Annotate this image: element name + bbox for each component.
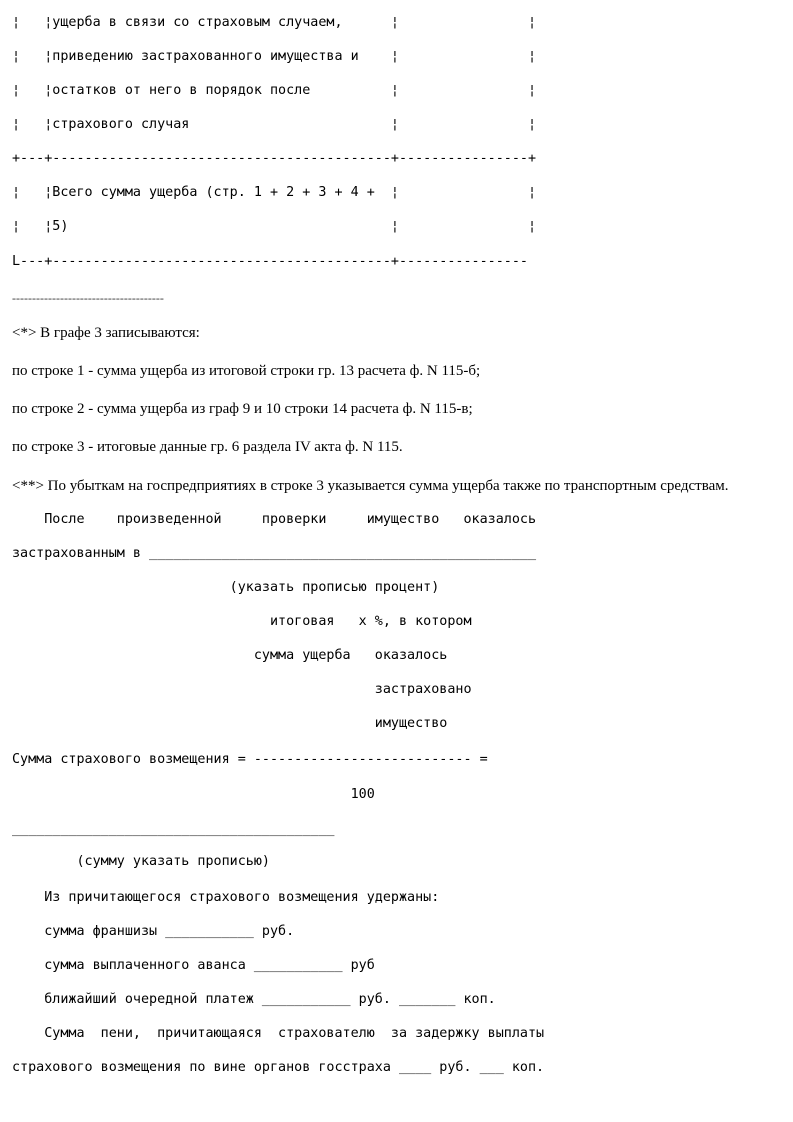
amount-field: ________________________________________ (12, 822, 335, 837)
text-line: Сумма пени, причитающаяся страхователю за задержку выплаты (12, 1026, 545, 1041)
field-hint: (указать прописью процент) (12, 580, 440, 595)
advance-line: сумма выплаченного аванса ___________ руб (12, 958, 375, 973)
franchise-line: сумма франшизы ___________ руб. (12, 924, 295, 939)
table-row-total: ¦ ¦5) ¦ ¦ (12, 219, 537, 234)
text-line: После произведенной проверки имущество оказалось (12, 512, 537, 527)
footnote-text: <*> В графе 3 записываются: (12, 325, 200, 341)
footnote-separator: -------------------------------------- (12, 291, 164, 305)
formula-denominator: 100 (12, 787, 375, 802)
footnote-text: по строке 1 - сумма ущерба из итоговой строки гр. 13 расчета ф. N 115-б; (12, 363, 481, 379)
table-row: ¦ ¦страхового случая ¦ ¦ (12, 117, 537, 132)
table-row: ¦ ¦приведению застрахованного имущества и ¦ ¦ (12, 49, 537, 64)
penalty-line: страхового возмещения по вине органов госстраха ____ руб. ___ коп. (12, 1060, 545, 1075)
field-hint: (сумму указать прописью) (12, 854, 270, 869)
footnote-text: по строке 3 - итоговые данные гр. 6 раздела IV акта ф. N 115. (12, 439, 403, 455)
formula-line: Сумма страхового возмещения = --------------------------- = (12, 752, 488, 767)
table-row: ¦ ¦ущерба в связи со страховым случаем, ¦ ¦ (12, 15, 537, 30)
footnote-text: <**> По убыткам на госпредприятиях в строке 3 указывается сумма ущерба также по транспортным средствам. (12, 478, 729, 494)
footnote-text: по строке 2 - сумма ущерба из граф 9 и 10 строки 14 расчета ф. N 115-в; (12, 401, 473, 417)
formula-line: сумма ущерба оказалось (12, 648, 448, 663)
table-bottom-border: L---+------------------------------------------+---------------- (12, 254, 528, 269)
formula-line: итоговая x %, в котором (12, 614, 472, 629)
table-row: ¦ ¦остатков от него в порядок после ¦ ¦ (12, 83, 537, 98)
formula-line: застраховано (12, 682, 472, 697)
formula-line: имущество (12, 716, 448, 731)
next-payment-line: ближайший очередной платеж ___________ руб. _______ коп. (12, 992, 496, 1007)
table-row-total: ¦ ¦Всего сумма ущерба (стр. 1 + 2 + 3 + 4 + ¦ ¦ (12, 185, 537, 200)
insured-percent-field: застрахованным в ________________________________________________ (12, 546, 537, 561)
text-line: Из причитающегося страхового возмещения удержаны: (12, 890, 440, 905)
table-divider: +---+------------------------------------------+----------------+ (12, 151, 537, 166)
